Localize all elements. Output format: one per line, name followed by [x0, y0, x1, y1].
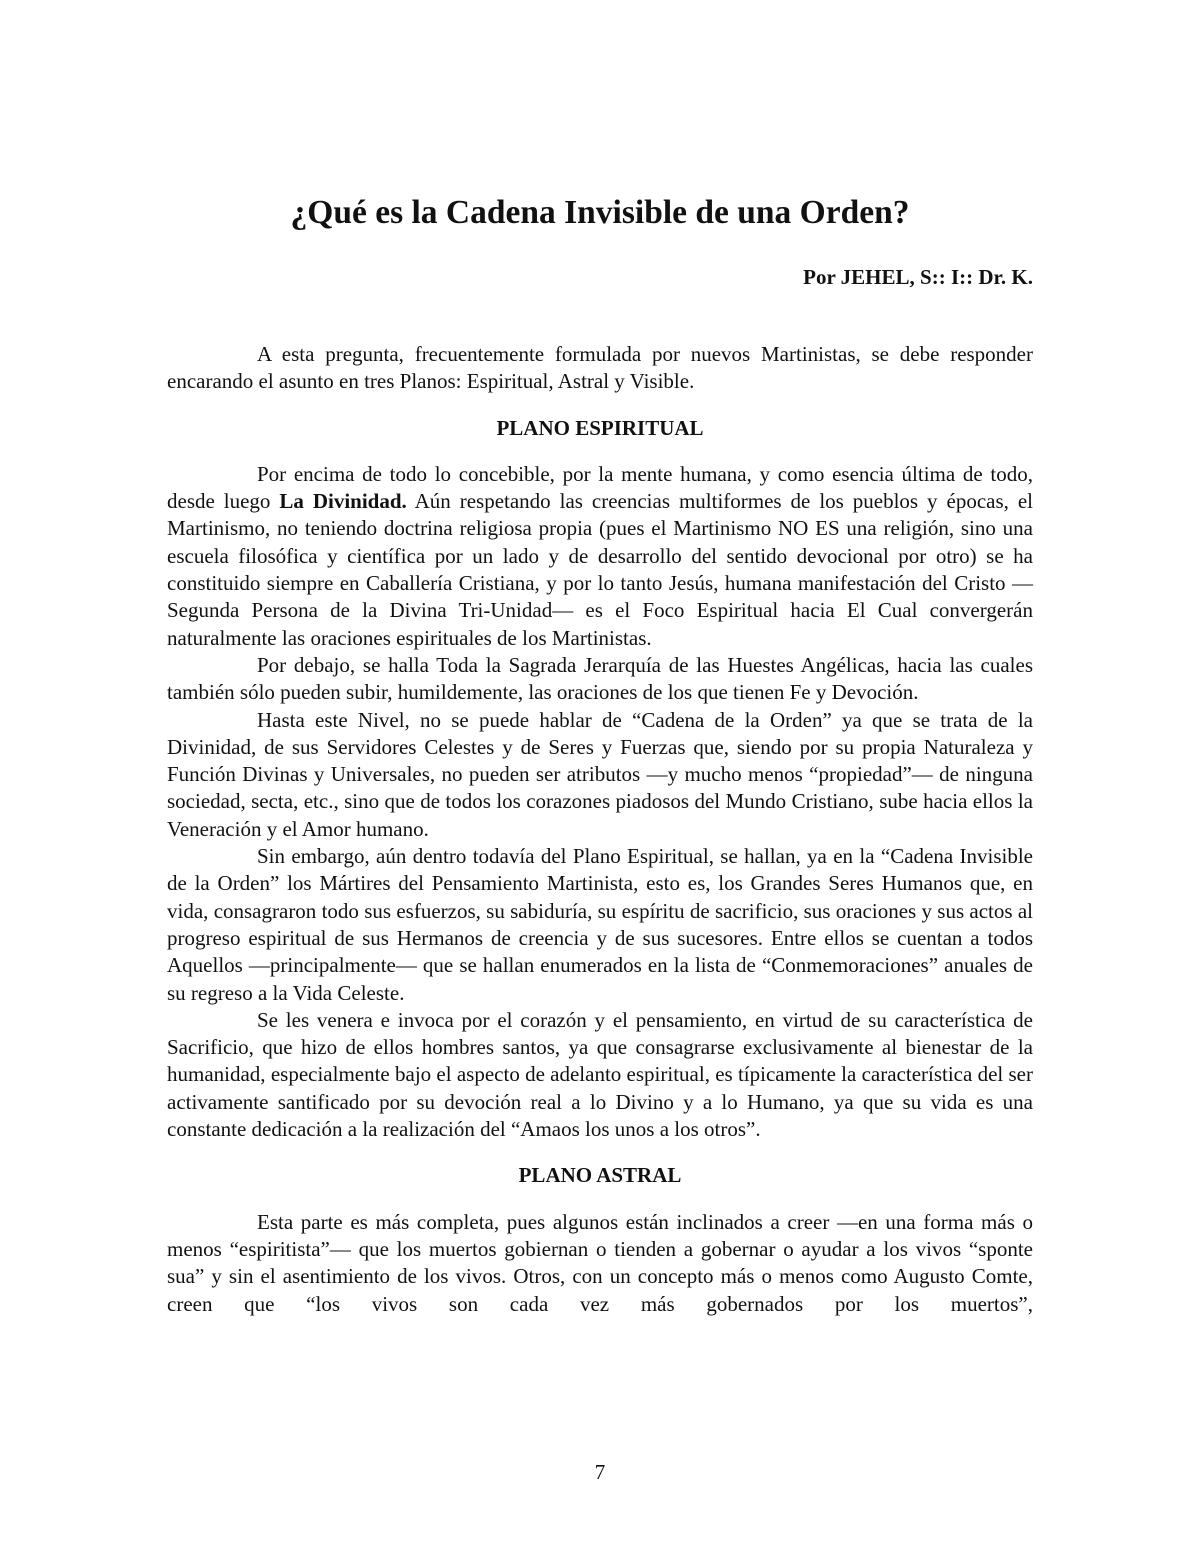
document-title: ¿Qué es la Cadena Invisible de una Orden? [290, 194, 910, 231]
section-heading-espiritual: PLANO ESPIRITUAL [496, 415, 704, 440]
page-number: 7 [594, 1460, 606, 1484]
intro-paragraph: A esta pregunta, frecuentemente formulada por nuevos Martinistas, se debe responder encarando el asunto en tres Planos: Espiritual, Astral y Visible. [167, 342, 1033, 394]
paragraph-text: Aún respetando las creencias multiformes de los pueblos y épocas, el Martinismo, no teniendo doctrina religiosa propia (pues el Martinismo NO ES una religión, sino una escuela filosófica y científica por un lado y de desarrollo del sentido devocional por otro) se ha constituido siempre en Caballería Cristiana, y por lo tanto Jesús, humana manifestación del Cristo —Segunda Persona de la Divina Tri-Unidad— es el Foco Espiritual hacia El Cual convergerán naturalmente las oraciones espirituales de los Martinistas. [167, 489, 1033, 650]
paragraph: Se les venera e invoca por el corazón y el pensamiento, en virtud de su característica de Sacrificio, que hizo de ellos hombres santos, ya que consagrarse exclusivamente al bienestar de la humanidad, especialmente bajo el aspecto de adelanto espiritual, es típicamente la característica del ser activamente santificado por su devoción real a lo Divino y a lo Humano, ya que su vida es una constante dedicación a la realización del “Amaos los unos a los otros”. [167, 1007, 1033, 1142]
paragraph: Hasta este Nivel, no se puede hablar de “Cadena de la Orden” ya que se trata de la Divinidad, de sus Servidores Celestes y de Seres y Fuerzas que, siendo por su propia Naturaleza y Función Divinas y Universales, no pueden ser atributos —y mucho menos “propiedad”— de ninguna sociedad, secta, etc., sino que de todos los corazones piadosos del Mundo Cristiano, sube hacia ellos la Veneración y el Amor humano. [167, 707, 1033, 841]
author-line: Por JEHEL, S:: I:: Dr. K. [803, 265, 1033, 289]
document-body [167, 341, 1033, 1318]
paragraph: Sin embargo, aún dentro todavía del Plano Espiritual, se hallan, ya en la “Cadena Invisible de la Orden” los Mártires del Pensamiento Martinista, esto es, los Grandes Seres Humanos que, en vida, consagraron todo sus esfuerzos, su sabiduría, su espíritu de sacrificio, sus oraciones y sus actos al progreso espiritual de sus Hermanos de creencia y de sus sucesores. Entre ellos se cuentan a todos Aquellos —principalmente— que se hallan enumerados en la lista de “Conmemoraciones” anuales de su regreso a la Vida Celeste. [167, 844, 1033, 1005]
bold-phrase: La Divinidad. [279, 489, 407, 514]
paragraph: Esta parte es más completa, pues algunos están inclinados a creer —en una forma más o menos “espiritista”— que los muertos gobiernan o tienden a gobernar o ayudar a los vivos “sponte sua” y sin el asentimiento de los vivos. Otros, con un concepto más o menos como Augusto Comte, creen que “los vivos son cada vez más gobernados por los muertos”, [167, 1209, 1033, 1316]
section-heading-astral: PLANO ASTRAL [518, 1163, 682, 1188]
paragraph: Por debajo, se halla Toda la Sagrada Jerarquía de las Huestes Angélicas, hacia las cuales también sólo pueden subir, humildemente, las oraciones de los que tienen Fe y Devoción. [167, 652, 1033, 705]
paragraph [167, 461, 1033, 652]
paragraph-text: Por encima de todo lo concebible, por la mente humana, y como esencia última de todo, desde luego [167, 461, 1033, 514]
